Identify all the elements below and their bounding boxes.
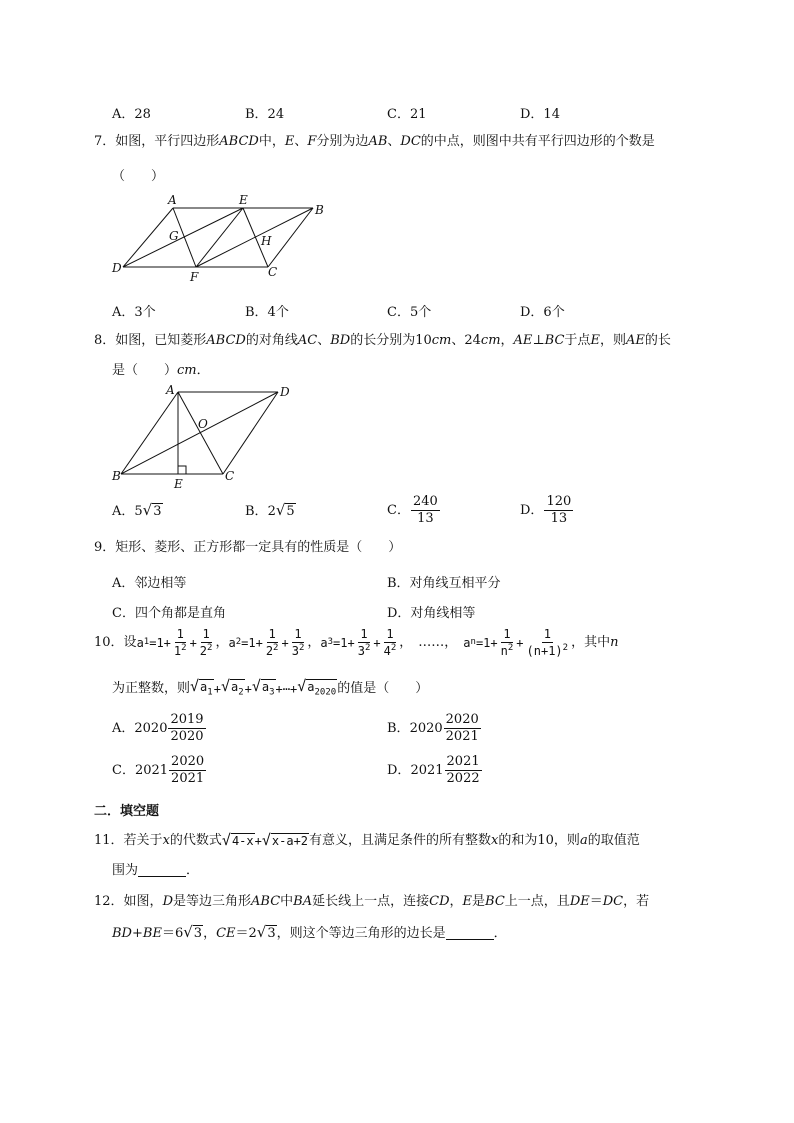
q8-edge-ab (121, 392, 178, 474)
q10-option-label: B． (387, 720, 410, 736)
numerator: 120 (546, 494, 572, 509)
sqrt: √ $a_{2020}$ (297, 677, 337, 698)
fraction (525, 628, 571, 657)
denominator (356, 643, 373, 658)
q10-a: a (228, 635, 236, 650)
q12-text: 是等边三角形 (173, 894, 252, 909)
q10-option-c (112, 755, 207, 785)
answer-blank[interactable] (138, 864, 186, 877)
q12-var: DE (569, 894, 590, 909)
q10-ellipsis: ……， (418, 635, 458, 651)
exponent: 2 (273, 642, 279, 653)
q12-text: ，则这个等边三角形的边长是 (276, 925, 446, 941)
q10-op: + (189, 635, 197, 650)
q8-option-label: B． (245, 503, 268, 519)
q12-text: ＝ (589, 894, 603, 909)
denominator (382, 643, 399, 658)
q10-sub: 2 (238, 687, 244, 698)
q10-text: ，其中 (571, 635, 611, 651)
q12-var: CE (216, 925, 236, 941)
q12-text: ． (493, 925, 507, 941)
q10-op: =1+ (149, 635, 171, 650)
q10-sub: 2 (235, 637, 242, 648)
q12-var: ABC (251, 894, 281, 909)
q8-text: ⊥ (532, 333, 545, 348)
radicand (306, 679, 337, 698)
numerator: 2020 (171, 754, 205, 769)
fraction (356, 628, 373, 657)
q8-right-angle-mark (178, 466, 186, 474)
q10-a: a (136, 635, 144, 650)
numerator: 1 (268, 627, 276, 641)
q11-stem-line2 (112, 864, 199, 877)
q8-text: 是（ ） (112, 363, 178, 378)
q7-var: AB (368, 134, 388, 149)
q7-stem (94, 135, 655, 148)
fraction (264, 628, 281, 657)
q8-text: 于点 (564, 333, 591, 348)
q7-option-c: C．5个 (387, 305, 432, 320)
q10-a: a (230, 680, 239, 694)
fraction (499, 628, 516, 657)
q10-option-b (387, 713, 482, 743)
q10-sep: ， (399, 635, 413, 651)
q10-op: =1+ (241, 635, 263, 650)
q6-option-a: A．28 (112, 107, 151, 122)
q10-sub: 3 (269, 687, 275, 698)
numerator: 2020 (445, 712, 479, 727)
q8-edge-cd (223, 392, 278, 474)
q12-var: E (462, 894, 473, 909)
q8-label-e: E (174, 477, 183, 491)
q7-segment-ef (196, 208, 243, 267)
numerator: 1 (386, 627, 394, 641)
q12-var: CD (429, 894, 450, 909)
q11-number: 11． (94, 833, 124, 849)
q7-number: 7． (94, 134, 116, 149)
q8-option-label: C． (387, 502, 410, 518)
q8-var: AE (625, 333, 645, 348)
exponent: 2 (507, 642, 514, 653)
denominator (290, 643, 307, 658)
base: 3 (357, 643, 365, 658)
q7-text: 的中点，则图中共有平行四边形的个数是 (420, 134, 655, 149)
sqrt: √ 3 (183, 923, 203, 941)
q12-var: D (162, 894, 173, 909)
q7-var: DC (400, 134, 421, 149)
q10-option-label: C． (112, 762, 135, 778)
q11-var: x (162, 833, 170, 849)
fraction (411, 495, 440, 525)
q10-op: + (281, 635, 289, 650)
q7-segment-fb (196, 208, 313, 267)
fraction (290, 628, 307, 657)
q8-var: ABCD (206, 333, 246, 348)
q7-var: ABCD (219, 134, 259, 149)
q12-stem-line2 (112, 925, 507, 941)
denominator (499, 643, 516, 658)
denominator: 13 (550, 510, 568, 526)
sqrt: √ x-a+2 (261, 831, 309, 849)
q9-option-b: B．对角线互相平分 (387, 576, 501, 591)
radicand (199, 679, 214, 698)
q10-op: =1+ (475, 635, 498, 650)
q8-option-b (245, 503, 296, 519)
base: 1 (173, 643, 182, 658)
q8-text: 、 (317, 333, 331, 348)
q10-number: 10． (94, 635, 124, 651)
whole: 2021 (134, 762, 169, 778)
radicand (261, 679, 276, 698)
q8-coef: 5 (134, 503, 143, 519)
numerator: 240 (412, 494, 438, 509)
fraction (198, 628, 215, 657)
section-title: 二．填空题 (94, 804, 160, 819)
q8-var: BD (330, 333, 351, 348)
denominator: 2022 (446, 770, 480, 786)
q7-var: F (307, 134, 317, 149)
q12-text: + (131, 925, 143, 941)
q12-text: ＝6 (161, 925, 184, 941)
q11-var: x (491, 833, 499, 849)
q10-option-a (112, 713, 207, 743)
q7-label-a: A (168, 193, 177, 207)
q12-text: 是 (472, 894, 486, 909)
q11-stem (94, 833, 640, 848)
q10-text: 的值是（ ） (337, 681, 429, 697)
q8-label-a: A (166, 383, 175, 397)
whole: 2020 (409, 720, 443, 736)
q8-figure (108, 382, 308, 492)
q8-text: 、24 (451, 333, 481, 348)
q12-text: 上一点，且 (504, 894, 570, 909)
q7-label-g: G (169, 229, 179, 243)
q8-label-b: B (112, 469, 121, 483)
q9-option-d: D．对角线相等 (387, 606, 476, 621)
q10-sub: 3 (327, 637, 334, 648)
q10-a: a (261, 680, 270, 694)
answer-blank[interactable] (446, 927, 494, 940)
q8-var: BC (544, 333, 565, 348)
numerator: 1 (543, 627, 551, 641)
q12-text: ＝2 (235, 925, 257, 941)
exponent: 2 (181, 642, 187, 653)
sqrt: √ $a_1$ (190, 677, 213, 698)
base: n (500, 643, 508, 658)
q8-text: ，则 (599, 333, 626, 348)
fraction (168, 713, 205, 743)
exponent: 2 (390, 642, 397, 653)
q12-stem (94, 895, 649, 908)
q7-text: 、 (387, 134, 401, 149)
q7-paren: （ ） (112, 169, 165, 184)
q10-var: n (610, 635, 619, 651)
base: 4 (383, 643, 391, 658)
q8-text: 如图，已知菱形 (115, 333, 207, 348)
exponent: 2 (298, 642, 305, 653)
q12-var: DC (602, 894, 624, 909)
q11-var: a (579, 833, 588, 849)
q12-var: BD (112, 925, 132, 941)
q7-segment-de (123, 208, 243, 267)
q10-stem-line2 (112, 679, 428, 698)
radicand: 3 (267, 926, 276, 941)
q7-var: E (284, 134, 295, 149)
numerator: 1 (503, 627, 511, 641)
denominator (198, 643, 215, 658)
q11-text: 的取值范 (587, 833, 640, 849)
radicand (230, 679, 245, 698)
denominator (264, 643, 281, 658)
whole: 2020 (134, 720, 168, 736)
q6-option-d: D．14 (520, 107, 560, 122)
q7-label-f: F (190, 270, 199, 284)
q10-option-label: A． (112, 720, 135, 736)
denominator: 2021 (171, 770, 205, 786)
q10-op: + (244, 681, 252, 696)
q10-a: a (200, 680, 208, 694)
q12-text: 如图， (123, 894, 163, 909)
q11-text: 有意义，且满足条件的所有整数 (309, 833, 492, 849)
exponent: 2 (562, 642, 569, 653)
sqrt: √ 3 (256, 923, 276, 941)
q8-unit: cm (177, 363, 197, 378)
q12-var: BA (293, 894, 313, 909)
q8-stem (94, 334, 671, 347)
denominator: 13 (417, 510, 434, 526)
q11-text: 的和为10，则 (498, 833, 580, 849)
denominator: 2020 (170, 728, 204, 744)
q10-option-d (387, 755, 483, 785)
q12-text: ，若 (623, 894, 650, 909)
numerator: 2019 (170, 712, 204, 727)
radicand: x-a+2 (271, 834, 309, 848)
q8-text: 的长分别为10 (350, 333, 432, 348)
denominator: 2021 (445, 728, 479, 744)
q8-stem-line2 (112, 364, 210, 377)
q10-op: +⋯+ (275, 681, 298, 696)
base: 2 (199, 643, 208, 658)
q11-op: + (254, 833, 262, 848)
q10-sep: ， (307, 635, 321, 651)
q7-figure (108, 190, 338, 285)
q10-sub: 2020 (314, 687, 337, 698)
q8-option-c (387, 495, 441, 525)
q8-label-d: D (280, 385, 290, 399)
exponent: 2 (364, 642, 371, 653)
q10-text: 为正整数，则 (112, 681, 191, 697)
denominator (525, 643, 571, 658)
q10-text: 设 (123, 635, 137, 651)
q10-a: a (463, 635, 471, 650)
q7-text: 中， (258, 134, 285, 149)
q8-var: AE (513, 333, 533, 348)
q7-text: 、 (294, 134, 308, 149)
exponent: 2 (207, 642, 213, 653)
q9-number: 9． (94, 540, 116, 555)
q8-option-label: D． (520, 502, 544, 518)
q6-option-b: B．24 (245, 107, 285, 122)
numerator: 1 (202, 627, 210, 641)
q10-op: + (373, 635, 381, 650)
q8-text: 的长 (644, 333, 671, 348)
q8-var: AC (297, 333, 318, 348)
q9-option-c: C．四个角都是直角 (112, 606, 226, 621)
whole: 2021 (410, 762, 444, 778)
fraction (382, 628, 399, 657)
q8-option-a (112, 503, 163, 519)
q8-var: cm (431, 333, 452, 348)
q7-label-e: E (239, 193, 248, 207)
numerator: 2021 (446, 754, 480, 769)
q10-stem (94, 628, 618, 657)
q11-text: 若关于 (123, 833, 163, 849)
q7-option-b: B．4个 (245, 305, 289, 320)
q10-sub: 1 (207, 687, 213, 698)
q12-var: BC (485, 894, 505, 909)
q8-label-c: C (225, 469, 235, 483)
sqrt: √ $a_3$ (251, 677, 275, 698)
base: 2 (265, 643, 274, 658)
q10-op: + (516, 635, 524, 650)
q7-option-a: A．3个 (112, 305, 156, 320)
q10-sub: n (470, 637, 476, 648)
numerator: 1 (294, 627, 302, 641)
q7-option-d: D．6个 (520, 305, 565, 320)
base: 3 (291, 643, 299, 658)
denominator (172, 643, 189, 658)
q7-edge-bc (268, 208, 313, 267)
numerator: 1 (360, 627, 368, 641)
q7-label-d: D (112, 261, 122, 275)
q8-label-o: O (198, 417, 208, 431)
radicand: 4-x (231, 834, 254, 848)
q7-text: 如图，平行四边形 (115, 134, 220, 149)
q12-text: 中 (280, 894, 294, 909)
radicand: 3 (193, 926, 203, 941)
q10-op: + (213, 681, 221, 696)
q8-text: ， (500, 333, 514, 348)
q9-option-a: A．邻边相等 (112, 576, 187, 591)
q8-diagonal-bd (121, 392, 278, 474)
q6-option-c: C．21 (387, 107, 427, 122)
q12-text: 延长线上一点，连接 (312, 894, 430, 909)
fraction (544, 495, 573, 525)
q12-text: ， (203, 925, 217, 941)
q12-text: ， (449, 894, 463, 909)
q12-number: 12． (94, 894, 124, 909)
q10-option-label: D． (387, 762, 411, 778)
sqrt: √ $a_2$ (220, 677, 244, 698)
q10-a: a (307, 680, 315, 694)
q8-var: E (590, 333, 600, 348)
q8-text: ． (196, 363, 210, 378)
q11-text: 围为 (112, 863, 139, 878)
q7-label-h: H (261, 234, 272, 248)
sqrt: √ 4-x (221, 831, 254, 849)
q8-text: 的对角线 (245, 333, 298, 348)
numerator: 1 (176, 627, 184, 641)
fraction (172, 628, 189, 657)
fraction (445, 755, 482, 785)
q10-op: =1+ (333, 635, 355, 650)
q7-label-b: B (315, 203, 324, 217)
sqrt: √ 5 (275, 501, 295, 519)
q11-text: ． (186, 863, 200, 878)
q9-text: 矩形、菱形、正方形都一定具有的性质是（ ） (115, 540, 402, 555)
q7-text: 分别为边 (316, 134, 369, 149)
radicand: 5 (286, 504, 295, 519)
q9-stem (94, 541, 401, 554)
q10-sub: 1 (143, 637, 150, 648)
sqrt: √ 3 (142, 501, 162, 519)
q10-sep: ， (215, 635, 229, 651)
q8-number: 8． (94, 333, 116, 348)
q7-label-c: C (268, 265, 278, 279)
q11-text: 的代数式 (169, 833, 222, 849)
q7-edge-ad (123, 208, 173, 267)
q8-option-label: A． (112, 503, 135, 519)
base: (n+1) (526, 643, 563, 658)
q8-coef: 2 (267, 503, 276, 519)
q10-a: a (320, 635, 328, 650)
radicand: 3 (153, 504, 162, 519)
q8-var: cm (480, 333, 501, 348)
q12-var: BE (142, 925, 162, 941)
fraction (169, 755, 206, 785)
fraction (444, 713, 481, 743)
q8-option-d (520, 495, 574, 525)
